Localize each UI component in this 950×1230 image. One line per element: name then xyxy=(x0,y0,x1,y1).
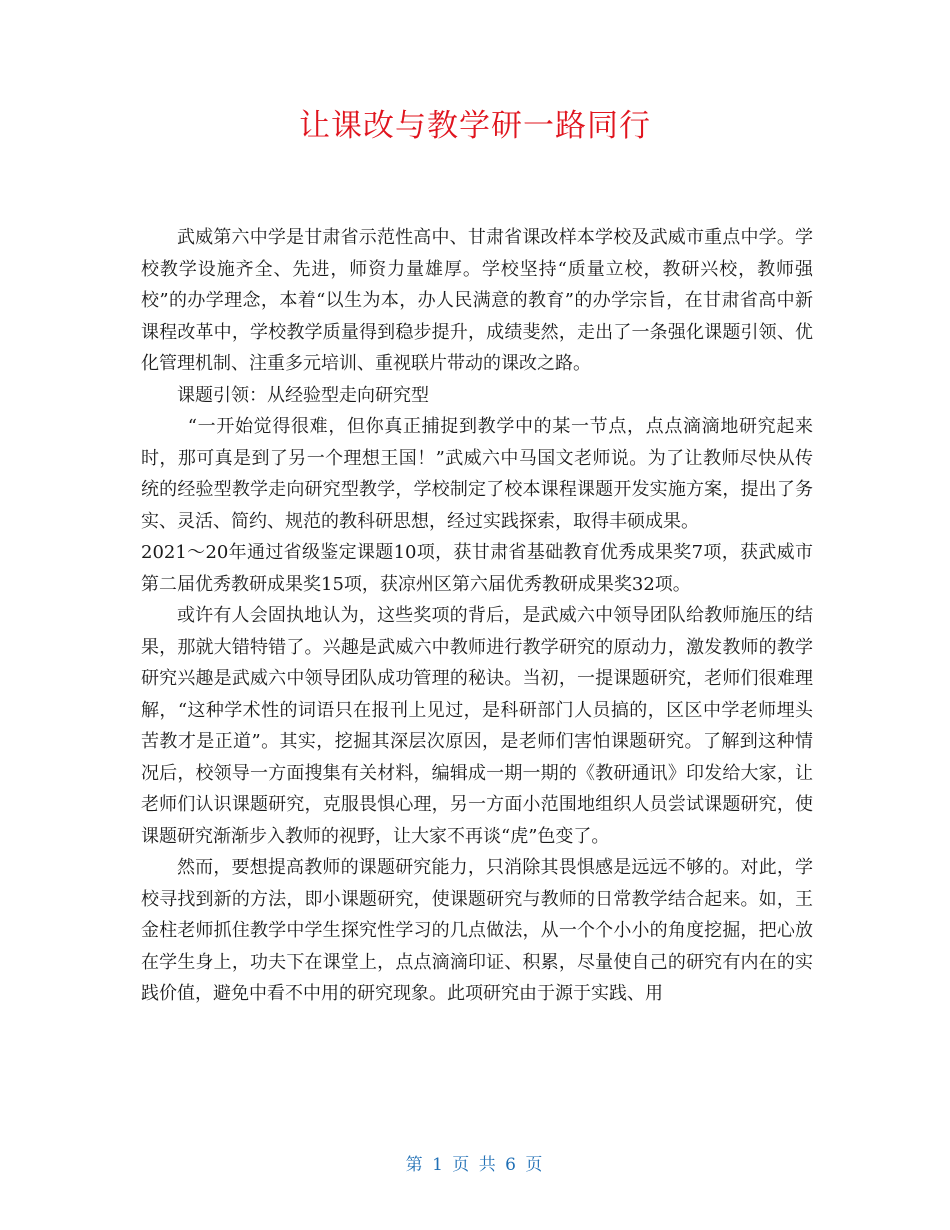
section-heading: 课题引领：从经验型走向研究型 xyxy=(177,384,429,406)
document-title: 让课改与教学研一路同行 xyxy=(299,108,651,144)
document-body xyxy=(141,222,813,1010)
page-number: 第 1 页 共 6 页 xyxy=(405,1155,545,1175)
paragraph-quote: “一开始觉得很难，但你真正捕捉到教学中的某一节点，点点滴滴地研究起来时，那可真是到了另一个理想王国！”武威六中马国文老师说。为了让教师尽快从传统的经验型教学走向研究型教学，学校制定了校本课程课题开发实施方案，提出了务实、灵活、简约、规范的教科研思想，经过实践探索，取得丰硕成果。 xyxy=(141,416,813,532)
paragraph-achievements: 2021～20年通过省级鉴定课题10项，获甘肃省基础教育优秀成果奖7项，获武威市第二届优秀教研成果奖15项，获凉州区第六届优秀教研成果奖32项。 xyxy=(141,542,813,595)
paragraph-small-topics: 然而，要想提高教师的课题研究能力，只消除其畏惧感是远远不够的。对此，学校寻找到新的方法，即小课题研究，使课题研究与教师的日常教学结合起来。如，王金柱老师抓住教学中学生探究性学习的几点做法，从一个个小小的角度挖掘，把心放在学生身上，功夫下在课堂上，点点滴滴印证、积累，尽量使自己的研究有内在的实践价值，避免中看不中用的研究现象。此项研究由于源于实践、用 xyxy=(141,857,813,1004)
paragraph-intro: 武威第六中学是甘肃省示范性高中、甘肃省课改样本学校及武威市重点中学。学校教学设施齐全、先进，师资力量雄厚。学校坚持“质量立校，教研兴校，教师强校”的办学理念，本着“以生为本，办人民满意的教育”的办学宗旨，在甘肃省高中新课程改革中，学校教学质量得到稳步提升，成绩斐然，走出了一条强化课题引领、优化管理机制、注重多元培训、重视联片带动的课改之路。 xyxy=(141,227,813,374)
paragraph-interest: 或许有人会固执地认为，这些奖项的背后，是武威六中领导团队给教师施压的结果，那就大错特错了。兴趣是武威六中教师进行教学研究的原动力，激发教师的教学研究兴趣是武威六中领导团队成功管理的秘诀。当初，一提课题研究，老师们很难理解，“这种学术性的词语只在报刊上见过，是科研部门人员搞的，区区中学老师埋头苦教才是正道”。其实，挖掘其深层次原因，是老师们害怕课题研究。了解到这种情况后，校领导一方面搜集有关材料，编辑成一期一期的《教研通讯》印发给大家，让老师们认识课题研究，克服畏惧心理，另一方面小范围地组织人员尝试课题研究，使课题研究渐渐步入教师的视野，让大家不再谈“虎”色变了。 xyxy=(141,605,813,847)
